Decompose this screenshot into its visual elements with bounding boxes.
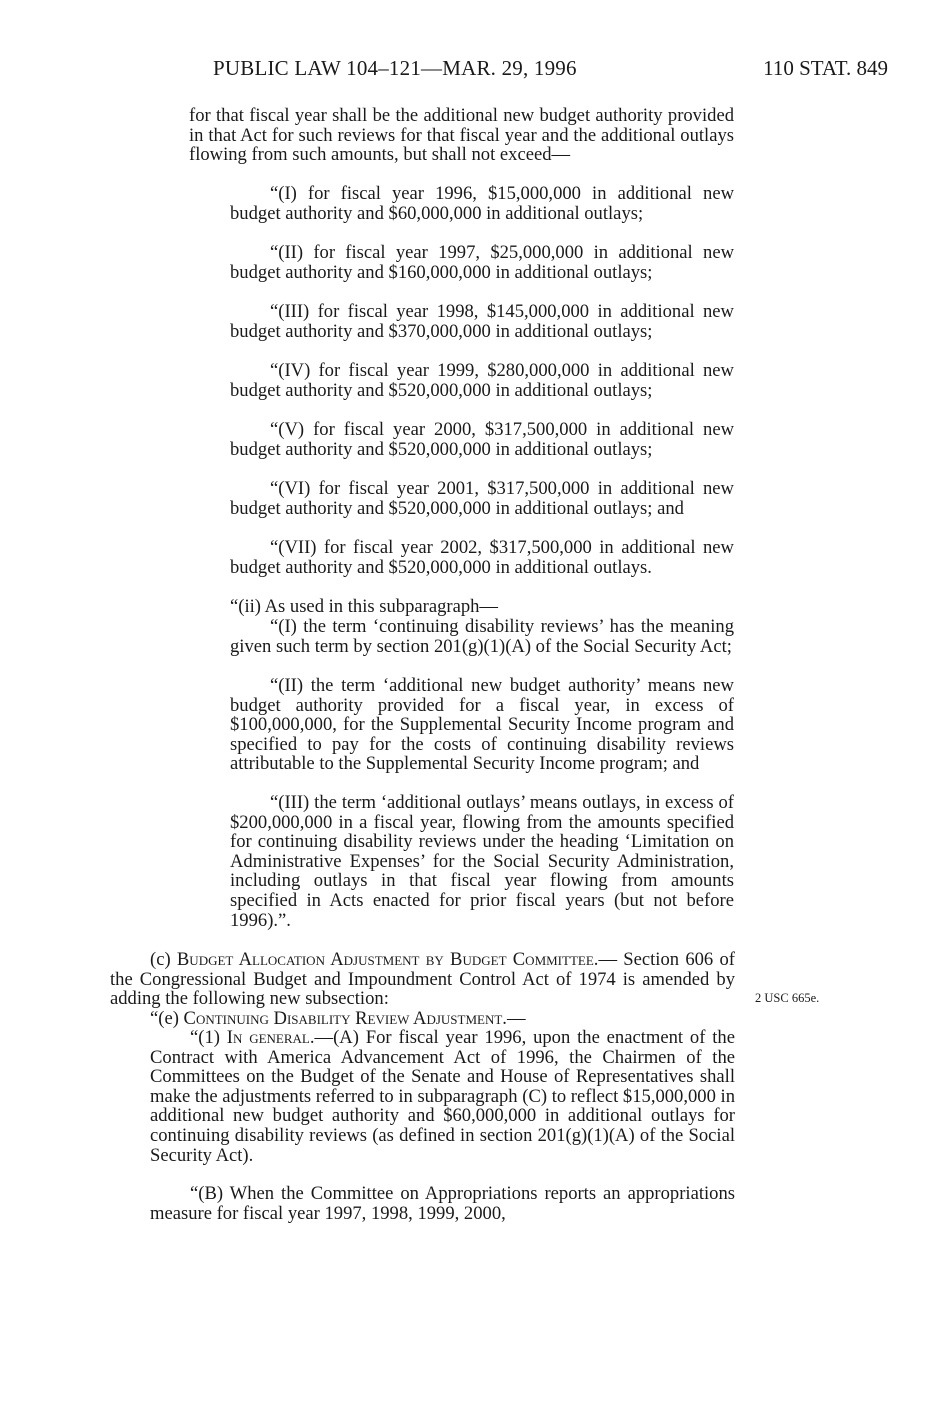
statute-page-number: 110 STAT. 849	[763, 56, 888, 80]
running-head-title: PUBLIC LAW 104–121—MAR. 29, 1996	[213, 56, 577, 80]
subsection-e-heading-line	[150, 1009, 735, 1029]
paragraph-1-in-general	[150, 1028, 735, 1165]
paragraph-b-appropriations: “(B) When the Committee on Appropriations reports an appropriations measure for fiscal year 1997, 1998, 1999, 2000,	[150, 1183, 735, 1224]
paragraph-1-text: —(A) For fiscal year 1996, upon the enactment of the Contract with America Advancement Act of 1996, the Chairmen of the Committees on the Budget of the Senate and House of Representatives shall make the adjustments referred to in subparagraph (C) to reflect $15,000,000 in additional new budget authority and $60,000,000 in additional outlays for continuing disability reviews (as defined in section 201(g)(1)(A) of the Social Security Act).	[150, 1027, 736, 1166]
clause-iii-1998: “(III) for fiscal year 1998, $145,000,000 in additional new budget authority and $370,000,000 in additional outlays;	[230, 301, 734, 342]
subsection-e-dash: —	[506, 1008, 526, 1029]
subparagraph-ii-intro: “(ii) As used in this subparagraph—	[230, 596, 499, 617]
subsection-e-prefix: “(e)	[150, 1008, 184, 1029]
subsection-e-heading: Continuing Disability Review Adjustment.	[183, 1008, 507, 1029]
clause-vi-2001: “(VI) for fiscal year 2001, $317,500,000 in additional new budget authority and $520,000,000 in additional outlays; and	[230, 478, 734, 519]
clause-iv-1999: “(IV) for fiscal year 1999, $280,000,000 in additional new budget authority and $520,000,000 in additional outlays;	[230, 360, 734, 401]
clause-ii-1997: “(II) for fiscal year 1997, $25,000,000 in additional new budget authority and $160,000,000 in additional outlays;	[230, 242, 734, 283]
clause-i-1996: “(I) for fiscal year 1996, $15,000,000 in additional new budget authority and $60,000,000 in additional outlays;	[230, 183, 734, 224]
subsection-c-paragraph	[110, 950, 735, 1009]
subsection-c-heading: Budget Allocation Adjustment by Budget Committee.	[176, 949, 599, 970]
definition-continuing-disability-reviews: “(I) the term ‘continuing disability reviews’ has the meaning given such term by section 201(g)(1)(A) of the Social Security Act;	[230, 616, 734, 657]
clause-vii-2002: “(VII) for fiscal year 2002, $317,500,000 in additional new budget authority and $520,000,000 in additional outlays.	[230, 537, 734, 578]
definition-additional-new-budget-authority: “(II) the term ‘additional new budget authority’ means new budget authority provided for a fiscal year, in excess of $100,000,000, for the Supplemental Security Income program and specified to pay for the costs of continuing disability reviews attributable to the Supplemental Security Income program; and	[230, 675, 734, 775]
intro-paragraph: for that fiscal year shall be the additional new budget authority provided in that Act for such reviews for that fiscal year and the additional outlays flowing from such amounts, but shall not exceed—	[189, 105, 734, 166]
subsection-c-text: — Section 606 of the Congressional Budget and Impoundment Control Act of 1974 is amended by adding the following new subsection:	[110, 949, 735, 1010]
subsection-c-prefix: (c)	[150, 949, 177, 970]
margin-citation: 2 USC 665e.	[755, 991, 820, 1005]
clause-v-2000: “(V) for fiscal year 2000, $317,500,000 in additional new budget authority and $520,000,000 in additional outlays;	[230, 419, 734, 460]
paragraph-1-prefix: “(1)	[190, 1027, 227, 1048]
paragraph-1-heading: In general.	[226, 1027, 315, 1048]
definition-additional-outlays: “(III) the term ‘additional outlays’ means outlays, in excess of $200,000,000 in a fiscal year, flowing from the amounts specified for continuing disability reviews under the heading ‘Limitation on Administrative Expenses’ for the Social Security Administration, including outlays in that fiscal year flowing from amounts specified in Acts enacted for prior fiscal years (but not before 1996).”.	[230, 792, 734, 931]
